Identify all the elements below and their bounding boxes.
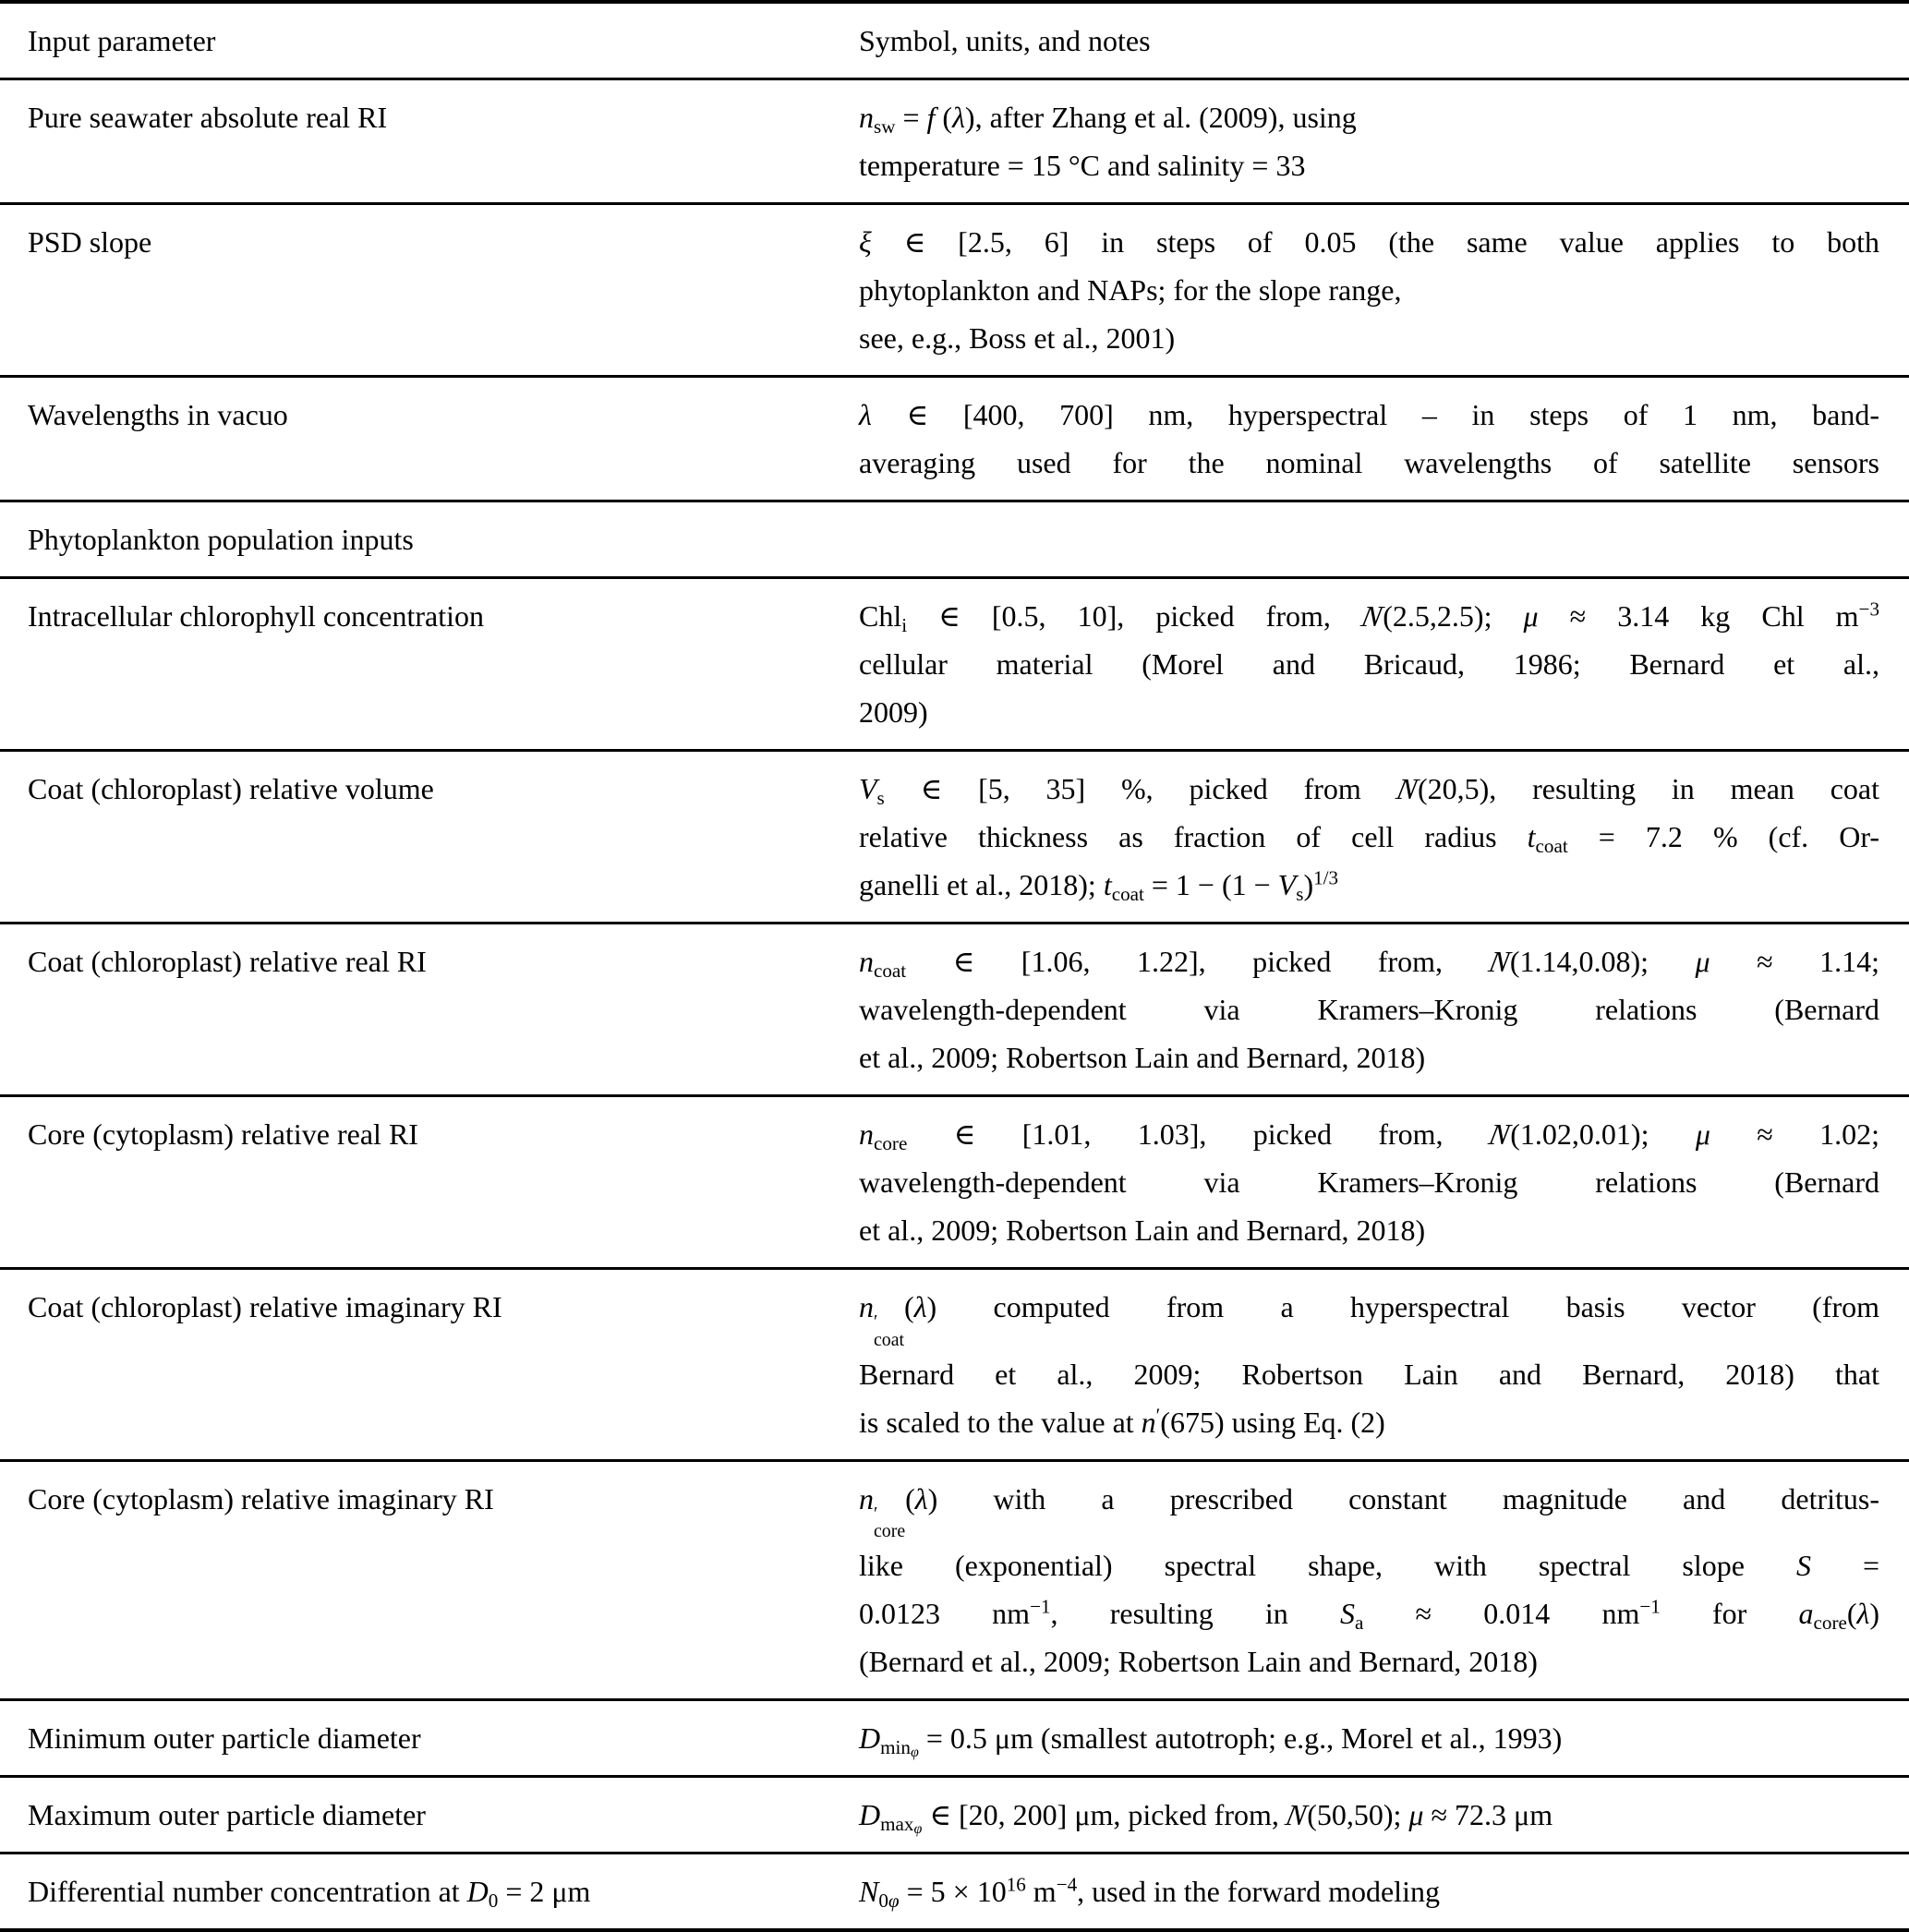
notes-line: $N_{0\varphi} = 5 \times 10^{16}$ $m^{-4}$, used in the forward modeling	[859, 1873, 1440, 1913]
notes-line: $n_{coat}$ ∈ [1.06, 1.22], picked from, N(1.14,0.08); μ ≈ 1.14;	[859, 945, 1880, 982]
notes-line: et al., 2009; Robertson Lain and Bernard, 2018)	[859, 1214, 1426, 1247]
param-cell	[0, 205, 859, 375]
table-row	[0, 80, 1909, 205]
param-label: Phytoplankton population inputs	[28, 523, 414, 556]
table-row	[0, 1270, 1909, 1462]
param-cell	[0, 924, 859, 1094]
notes-line: phytoplankton and NAPs; for the slope range,	[859, 273, 1402, 307]
notes-line: $D_{min\varphi} = 0.5$ μm (smallest autotroph; e.g., Morel et al., 1993)	[859, 1721, 1563, 1760]
table-row	[0, 378, 1909, 502]
param-cell	[0, 502, 1909, 576]
notes-cell	[859, 1854, 1909, 1928]
param-label: Intracellular chlorophyll concentration	[28, 599, 485, 633]
prime-subscript: ′ core	[874, 1503, 906, 1542]
param-cell	[0, 752, 859, 922]
notes-line: 0.0123 $nm^{-1}$, resulting in $S_a \approx 0.014$ $nm^{-1}$ for $a_{core}(\lambda)$	[859, 1595, 1880, 1635]
notes-line: see, e.g., Boss et al., 2001)	[859, 321, 1176, 355]
table-row	[0, 752, 1909, 924]
param-label: Differential number concentration at $D_0 = 2$ μm	[28, 1875, 591, 1913]
notes-line: ganelli et al., 2018); $t_{coat} = 1 - (1 - V_s)^{1/3}$	[859, 866, 1339, 905]
notes-line: like (exponential) spectral shape, with spectral slope S =	[859, 1549, 1880, 1583]
header-symbol-units-notes	[859, 4, 1909, 78]
table-row	[0, 1701, 1909, 1778]
notes-line: wavelength-dependent via Kramers–Kronig relations (Bernard	[859, 1165, 1879, 1199]
notes-line: n ′ coat (λ) computed from a hyperspectral basis vector (from	[859, 1290, 1879, 1350]
table-row	[0, 1854, 1909, 1928]
notes-cell	[859, 1778, 1909, 1852]
table-row	[0, 579, 1909, 752]
notes-cell	[859, 1270, 1909, 1459]
notes-line: temperature = 15 °C and salinity = 33	[859, 149, 1306, 182]
param-label: Coat (chloroplast) relative volume	[28, 772, 434, 805]
notes-cell	[859, 378, 1909, 500]
header-input-parameter-label: Input parameter	[28, 24, 216, 57]
notes-cell	[859, 1462, 1909, 1699]
notes-line: n ′ core (λ) with a prescribed constant magnitude and detritus-	[859, 1481, 1879, 1542]
notes-line: averaging used for the nominal wavelengths of satellite sensors	[859, 446, 1879, 479]
notes-cell	[859, 579, 1909, 749]
param-label: Wavelengths in vacuo	[28, 398, 288, 431]
param-label: Core (cytoplasm) relative imaginary RI	[28, 1481, 494, 1515]
prime-subscript: ′ coat	[874, 1310, 905, 1350]
notes-line: et al., 2009; Robertson Lain and Bernard, 2018)	[859, 1041, 1426, 1074]
table-header-row	[0, 4, 1909, 80]
notes-cell	[859, 924, 1909, 1094]
notes-line: $D_{max\varphi}$ ∈ [20, 200] μm, picked from, N(50,50); μ ≈ 72.3 μm	[859, 1798, 1553, 1837]
notes-line: $n_{sw} = f$ (λ), after Zhang et al. (2009), using	[859, 101, 1357, 138]
param-cell	[0, 1701, 859, 1775]
table-row	[0, 924, 1909, 1097]
table-row	[0, 1778, 1909, 1854]
notes-cell	[859, 80, 1909, 202]
param-cell	[0, 378, 859, 500]
table-row	[0, 1097, 1909, 1270]
notes-line: Bernard et al., 2009; Robertson Lain and Bernard, 2018) that	[859, 1357, 1879, 1391]
header-symbol-units-notes-label: Symbol, units, and notes	[859, 24, 1151, 57]
notes-cell	[859, 205, 1909, 375]
notes-line: $n_{core}$ ∈ [1.01, 1.03], picked from, N(1.02,0.01); μ ≈ 1.02;	[859, 1117, 1880, 1154]
param-label: Maximum outer particle diameter	[28, 1798, 426, 1832]
param-label: Minimum outer particle diameter	[28, 1721, 421, 1756]
notes-line: wavelength-dependent via Kramers–Kronig relations (Bernard	[859, 993, 1879, 1026]
notes-cell	[859, 1701, 1909, 1775]
header-input-parameter	[0, 4, 859, 78]
notes-line: λ ∈ [400, 700] nm, hyperspectral – in steps of 1 nm, band-	[859, 398, 1879, 431]
param-cell	[0, 579, 859, 749]
section-row	[0, 502, 1909, 579]
table-row	[0, 205, 1909, 378]
notes-cell	[859, 752, 1909, 922]
param-label: PSD slope	[28, 225, 152, 259]
param-cell	[0, 1462, 859, 1699]
param-label: Core (cytoplasm) relative real RI	[28, 1117, 418, 1151]
notes-line: ξ ∈ [2.5, 6] in steps of 0.05 (the same value applies to both	[859, 225, 1879, 259]
notes-line: cellular material (Morel and Bricaud, 1986; Bernard et al.,	[859, 647, 1879, 681]
notes-line: Chl$_i$ ∈ [0.5, 10], picked from, N(2.5,2.5); μ ≈ 3.14 kg Chl $m^{-3}$	[859, 598, 1880, 636]
param-cell	[0, 1097, 859, 1267]
notes-line: $V_s$ ∈ [5, 35] %, picked from N(20,5), resulting in mean coat	[859, 772, 1880, 809]
notes-line: is scaled to the value at n′(675) using Eq. (2)	[859, 1403, 1385, 1439]
param-label: Coat (chloroplast) relative imaginary RI	[28, 1290, 502, 1323]
param-cell	[0, 1778, 859, 1852]
param-cell	[0, 80, 859, 202]
notes-line: 2009)	[859, 695, 928, 729]
param-label: Coat (chloroplast) relative real RI	[28, 945, 427, 978]
notes-line: (Bernard et al., 2009; Robertson Lain and Bernard, 2018)	[859, 1645, 1538, 1679]
param-label: Pure seawater absolute real RI	[28, 101, 388, 134]
table-row	[0, 1462, 1909, 1702]
notes-cell	[859, 1097, 1909, 1267]
param-cell	[0, 1270, 859, 1459]
param-cell	[0, 1854, 859, 1928]
notes-line: relative thickness as fraction of cell radius $t_{coat} = 7.2$ % (cf. Or-	[859, 820, 1880, 857]
